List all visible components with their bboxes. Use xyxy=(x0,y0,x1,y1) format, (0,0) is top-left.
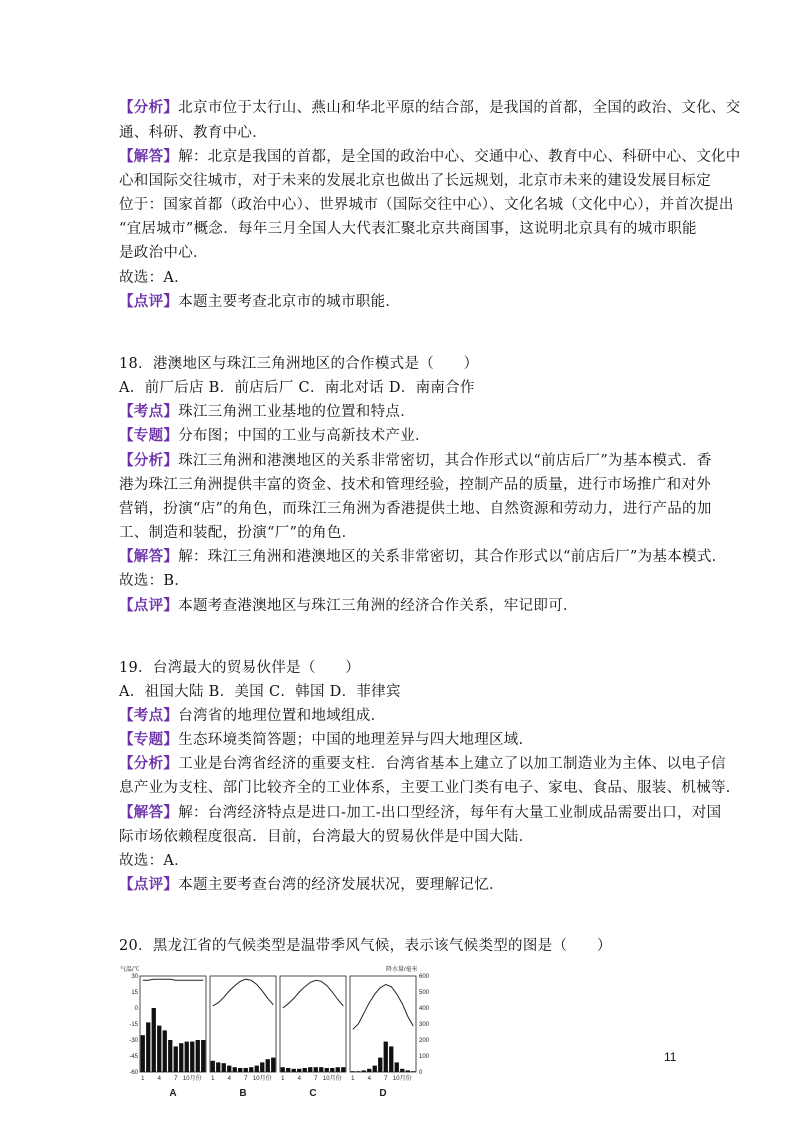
q19-options: A．祖国大陆 B．美国 C．韩国 D．菲律宾 xyxy=(119,684,401,700)
precip-bar xyxy=(168,1040,172,1072)
q18-analysis: 【分析】珠江三角洲和港澳地区的关系非常密切，其合作形式以“前店后厂”为基本模式．香 xyxy=(119,452,712,469)
q19-point: 【考点】台湾省的地理位置和地域组成． xyxy=(119,707,386,724)
q18-stem: 18．港澳地区与珠江三角洲地区的合作模式是（ ） xyxy=(119,356,479,372)
precip-bar xyxy=(157,1026,161,1072)
analysis-tag: 【分析】 xyxy=(119,99,179,116)
precip-bar xyxy=(406,1070,410,1072)
y-left-tick-label: 15 xyxy=(131,990,138,996)
y-right-tick-label: 0 xyxy=(419,1070,423,1076)
q20-stem: 20．黑龙江省的气候类型是温带季风气候，表示该气候类型的图是（ ） xyxy=(119,938,612,954)
precip-bar xyxy=(400,1069,404,1072)
precip-bar xyxy=(244,1068,248,1072)
point-tag: 【考点】 xyxy=(119,403,179,420)
precip-bar xyxy=(411,1071,415,1072)
panel-frame-C xyxy=(280,976,346,1072)
climate-charts xyxy=(120,962,440,1112)
x-tick-label: 7 xyxy=(384,1076,388,1082)
q17-analysis: 【分析】北京市位于太行山、燕山和华北平原的结合部，是我国的首都，全国的政治、文化、交 xyxy=(119,99,741,116)
answer-tag: 【解答】 xyxy=(119,148,179,165)
precip-bar xyxy=(351,1071,355,1072)
precip-bar xyxy=(281,1067,285,1072)
analysis-tag: 【分析】 xyxy=(119,755,179,772)
precip-bar xyxy=(341,1067,345,1072)
y-left-tick-label: 0 xyxy=(134,1006,138,1012)
climate-charts-svg xyxy=(120,962,440,1112)
precip-bar xyxy=(201,1040,205,1072)
panel-frame-D xyxy=(350,976,416,1072)
precip-bar xyxy=(286,1068,290,1072)
y-right-tick-label: 300 xyxy=(419,1022,430,1028)
precip-bar xyxy=(367,1069,371,1072)
q17-comment: 【点评】本题主要考查北京市的城市职能． xyxy=(119,293,401,310)
y-right-tick-label: 600 xyxy=(419,974,430,980)
comment-tag: 【点评】 xyxy=(119,293,179,310)
q18-choice: 故选：B． xyxy=(119,573,190,589)
panel-label-C: C xyxy=(309,1088,317,1099)
y-right-tick-label: 400 xyxy=(419,1006,430,1012)
q19-topic: 【专题】生态环境类简答题；中国的地理差异与四大地理区域． xyxy=(119,731,534,748)
comment-tag: 【点评】 xyxy=(119,876,179,893)
temperature-line xyxy=(353,985,414,1030)
precip-bar xyxy=(266,1059,270,1072)
q18-point: 【考点】珠江三角洲工业基地的位置和特点． xyxy=(119,403,416,420)
precip-bar xyxy=(271,1058,275,1072)
precip-bar xyxy=(185,1042,189,1072)
x-tick-label: 10月份 xyxy=(252,1076,272,1082)
q18-comment: 【点评】本题考查港澳地区与珠江三角洲的经济合作关系，牢记即可． xyxy=(119,597,578,614)
q18-analysis-cont: 营销，扮演“店”的角色，而珠江三角洲为香港提供土地、自然资源和劳动力，进行产品的加 xyxy=(119,501,712,517)
precip-bar xyxy=(308,1067,312,1072)
comment-tag: 【点评】 xyxy=(119,597,179,614)
x-tick-label: 1 xyxy=(351,1076,355,1082)
precip-bar xyxy=(238,1068,242,1072)
precip-bar xyxy=(216,1062,220,1072)
precip-bar xyxy=(227,1066,231,1072)
y-right-tick-label: 100 xyxy=(419,1054,430,1060)
precip-bar xyxy=(384,1042,388,1072)
precip-bar xyxy=(255,1066,259,1072)
precip-bar xyxy=(373,1066,377,1072)
x-tick-label: 7 xyxy=(314,1076,318,1082)
precip-bar xyxy=(190,1042,194,1072)
q17-answer: 【解答】解：北京是我国的首都，是全国的政治中心、交通中心、教育中心、科研中心、文化中 xyxy=(119,148,741,165)
q17-answer-cont: 是政治中心． xyxy=(119,245,208,261)
q19-choice: 故选：A． xyxy=(119,853,189,869)
q18-analysis-cont: 工、制造和装配，扮演“厂”的角色． xyxy=(119,525,357,541)
precip-bar xyxy=(303,1068,307,1072)
panel-label-B: B xyxy=(239,1088,247,1099)
precip-bar xyxy=(260,1062,264,1072)
temperature-line xyxy=(213,979,273,1006)
analysis-tag: 【分析】 xyxy=(119,452,179,469)
precip-bar xyxy=(356,1071,360,1072)
panel-label-A: A xyxy=(169,1088,177,1099)
q17-answer-cont: 位于：国家首都（政治中心）、世界城市（国际交往中心）、文化名城（文化中心），并首次提出 xyxy=(119,197,734,213)
y-left-tick-label: -45 xyxy=(129,1054,138,1060)
x-tick-label: 10月份 xyxy=(322,1076,342,1082)
x-tick-label: 4 xyxy=(297,1076,301,1082)
x-tick-label: 4 xyxy=(157,1076,161,1082)
precip-bar xyxy=(211,1061,215,1072)
x-tick-label: 1 xyxy=(141,1076,145,1082)
topic-tag: 【专题】 xyxy=(119,427,179,444)
precip-bar xyxy=(146,1022,150,1072)
precip-bar xyxy=(395,1062,399,1072)
y-left-tick-label: -60 xyxy=(129,1070,138,1076)
precip-bar xyxy=(249,1067,253,1072)
q19-answer-cont: 际市场依赖程度很高．目前，台湾最大的贸易伙伴是中国大陆． xyxy=(119,829,534,845)
q18-answer: 【解答】解：珠江三角洲和港澳地区的关系非常密切，其合作形式以“前店后厂”为基本模式． xyxy=(119,548,727,565)
temperature-line xyxy=(283,980,344,1008)
panel-label-D: D xyxy=(379,1088,387,1099)
precip-bar xyxy=(297,1069,301,1072)
q19-analysis: 【分析】工业是台湾省经济的重要支柱．台湾省基本上建立了以加工制造业为主体、以电子信 xyxy=(119,755,726,772)
q17-answer-cont: “宜居城市”概念．每年三月全国人大代表汇聚北京共商国事，这说明北京具有的城市职能 xyxy=(119,221,697,237)
panel-frame-B xyxy=(210,976,276,1072)
y-right-axis-label: 降水量/毫米 xyxy=(386,967,418,973)
precip-bar xyxy=(233,1067,237,1072)
precip-bar xyxy=(152,1008,156,1072)
answer-tag: 【解答】 xyxy=(119,548,179,565)
y-left-axis-label: 气温/℃ xyxy=(120,967,140,973)
precip-bar xyxy=(222,1063,226,1072)
y-left-tick-label: 30 xyxy=(131,974,138,980)
point-tag: 【考点】 xyxy=(119,707,179,724)
precip-bar xyxy=(389,1046,393,1072)
topic-tag: 【专题】 xyxy=(119,731,179,748)
precip-bar xyxy=(378,1058,382,1072)
precip-bar xyxy=(292,1069,296,1072)
x-tick-label: 4 xyxy=(227,1076,231,1082)
precip-bar xyxy=(196,1040,200,1072)
q18-topic: 【专题】分布图；中国的工业与高新技术产业． xyxy=(119,427,430,444)
q19-analysis-cont: 息产业为支柱、部门比较齐全的工业体系，主要工业门类有电子、家电、食品、服装、机械等． xyxy=(119,780,741,796)
precip-bar xyxy=(336,1067,340,1072)
q17-choice: 故选：A． xyxy=(119,270,189,286)
precip-bar xyxy=(163,1030,167,1072)
q18-options: A．前厂后店 B．前店后厂 C．南北对话 D．南南合作 xyxy=(119,380,475,396)
x-tick-label: 7 xyxy=(174,1076,178,1082)
x-tick-label: 4 xyxy=(367,1076,371,1082)
precip-bar xyxy=(141,1035,145,1072)
precip-bar xyxy=(325,1068,329,1072)
precip-bar xyxy=(314,1067,318,1072)
precip-bar xyxy=(330,1068,334,1072)
y-left-tick-label: -30 xyxy=(129,1038,138,1044)
temperature-line xyxy=(143,979,204,980)
q19-comment: 【点评】本题主要考查台湾的经济发展状况，要理解记忆． xyxy=(119,876,504,893)
precip-bar xyxy=(179,1043,183,1072)
y-left-tick-label: -15 xyxy=(129,1022,138,1028)
precip-bar xyxy=(319,1067,323,1072)
x-tick-label: 10月份 xyxy=(392,1076,412,1082)
q19-stem: 19．台湾最大的贸易伙伴是（ ） xyxy=(119,660,361,676)
precip-bar xyxy=(174,1046,178,1072)
x-tick-label: 1 xyxy=(211,1076,215,1082)
answer-tag: 【解答】 xyxy=(119,804,179,821)
y-right-tick-label: 500 xyxy=(419,990,430,996)
y-right-tick-label: 200 xyxy=(419,1038,430,1044)
precip-bar xyxy=(362,1070,366,1072)
x-tick-label: 10月份 xyxy=(182,1076,202,1082)
page-number: 11 xyxy=(664,1050,677,1064)
q17-answer-cont: 心和国际交往城市，对于未来的发展北京也做出了长远规划，北京市未来的建设发展目标定 xyxy=(119,173,711,189)
x-tick-label: 1 xyxy=(281,1076,285,1082)
x-tick-label: 7 xyxy=(244,1076,248,1082)
q18-analysis-cont: 港为珠江三角洲提供丰富的资金、技术和管理经验，控制产品的质量，进行市场推广和对外 xyxy=(119,477,711,493)
q19-answer: 【解答】解：台湾经济特点是进口-加工-出口型经济，每年有大量工业制成品需要出口，对国 xyxy=(119,804,722,821)
q17-analysis-cont: 通、科研、教育中心． xyxy=(119,125,267,141)
